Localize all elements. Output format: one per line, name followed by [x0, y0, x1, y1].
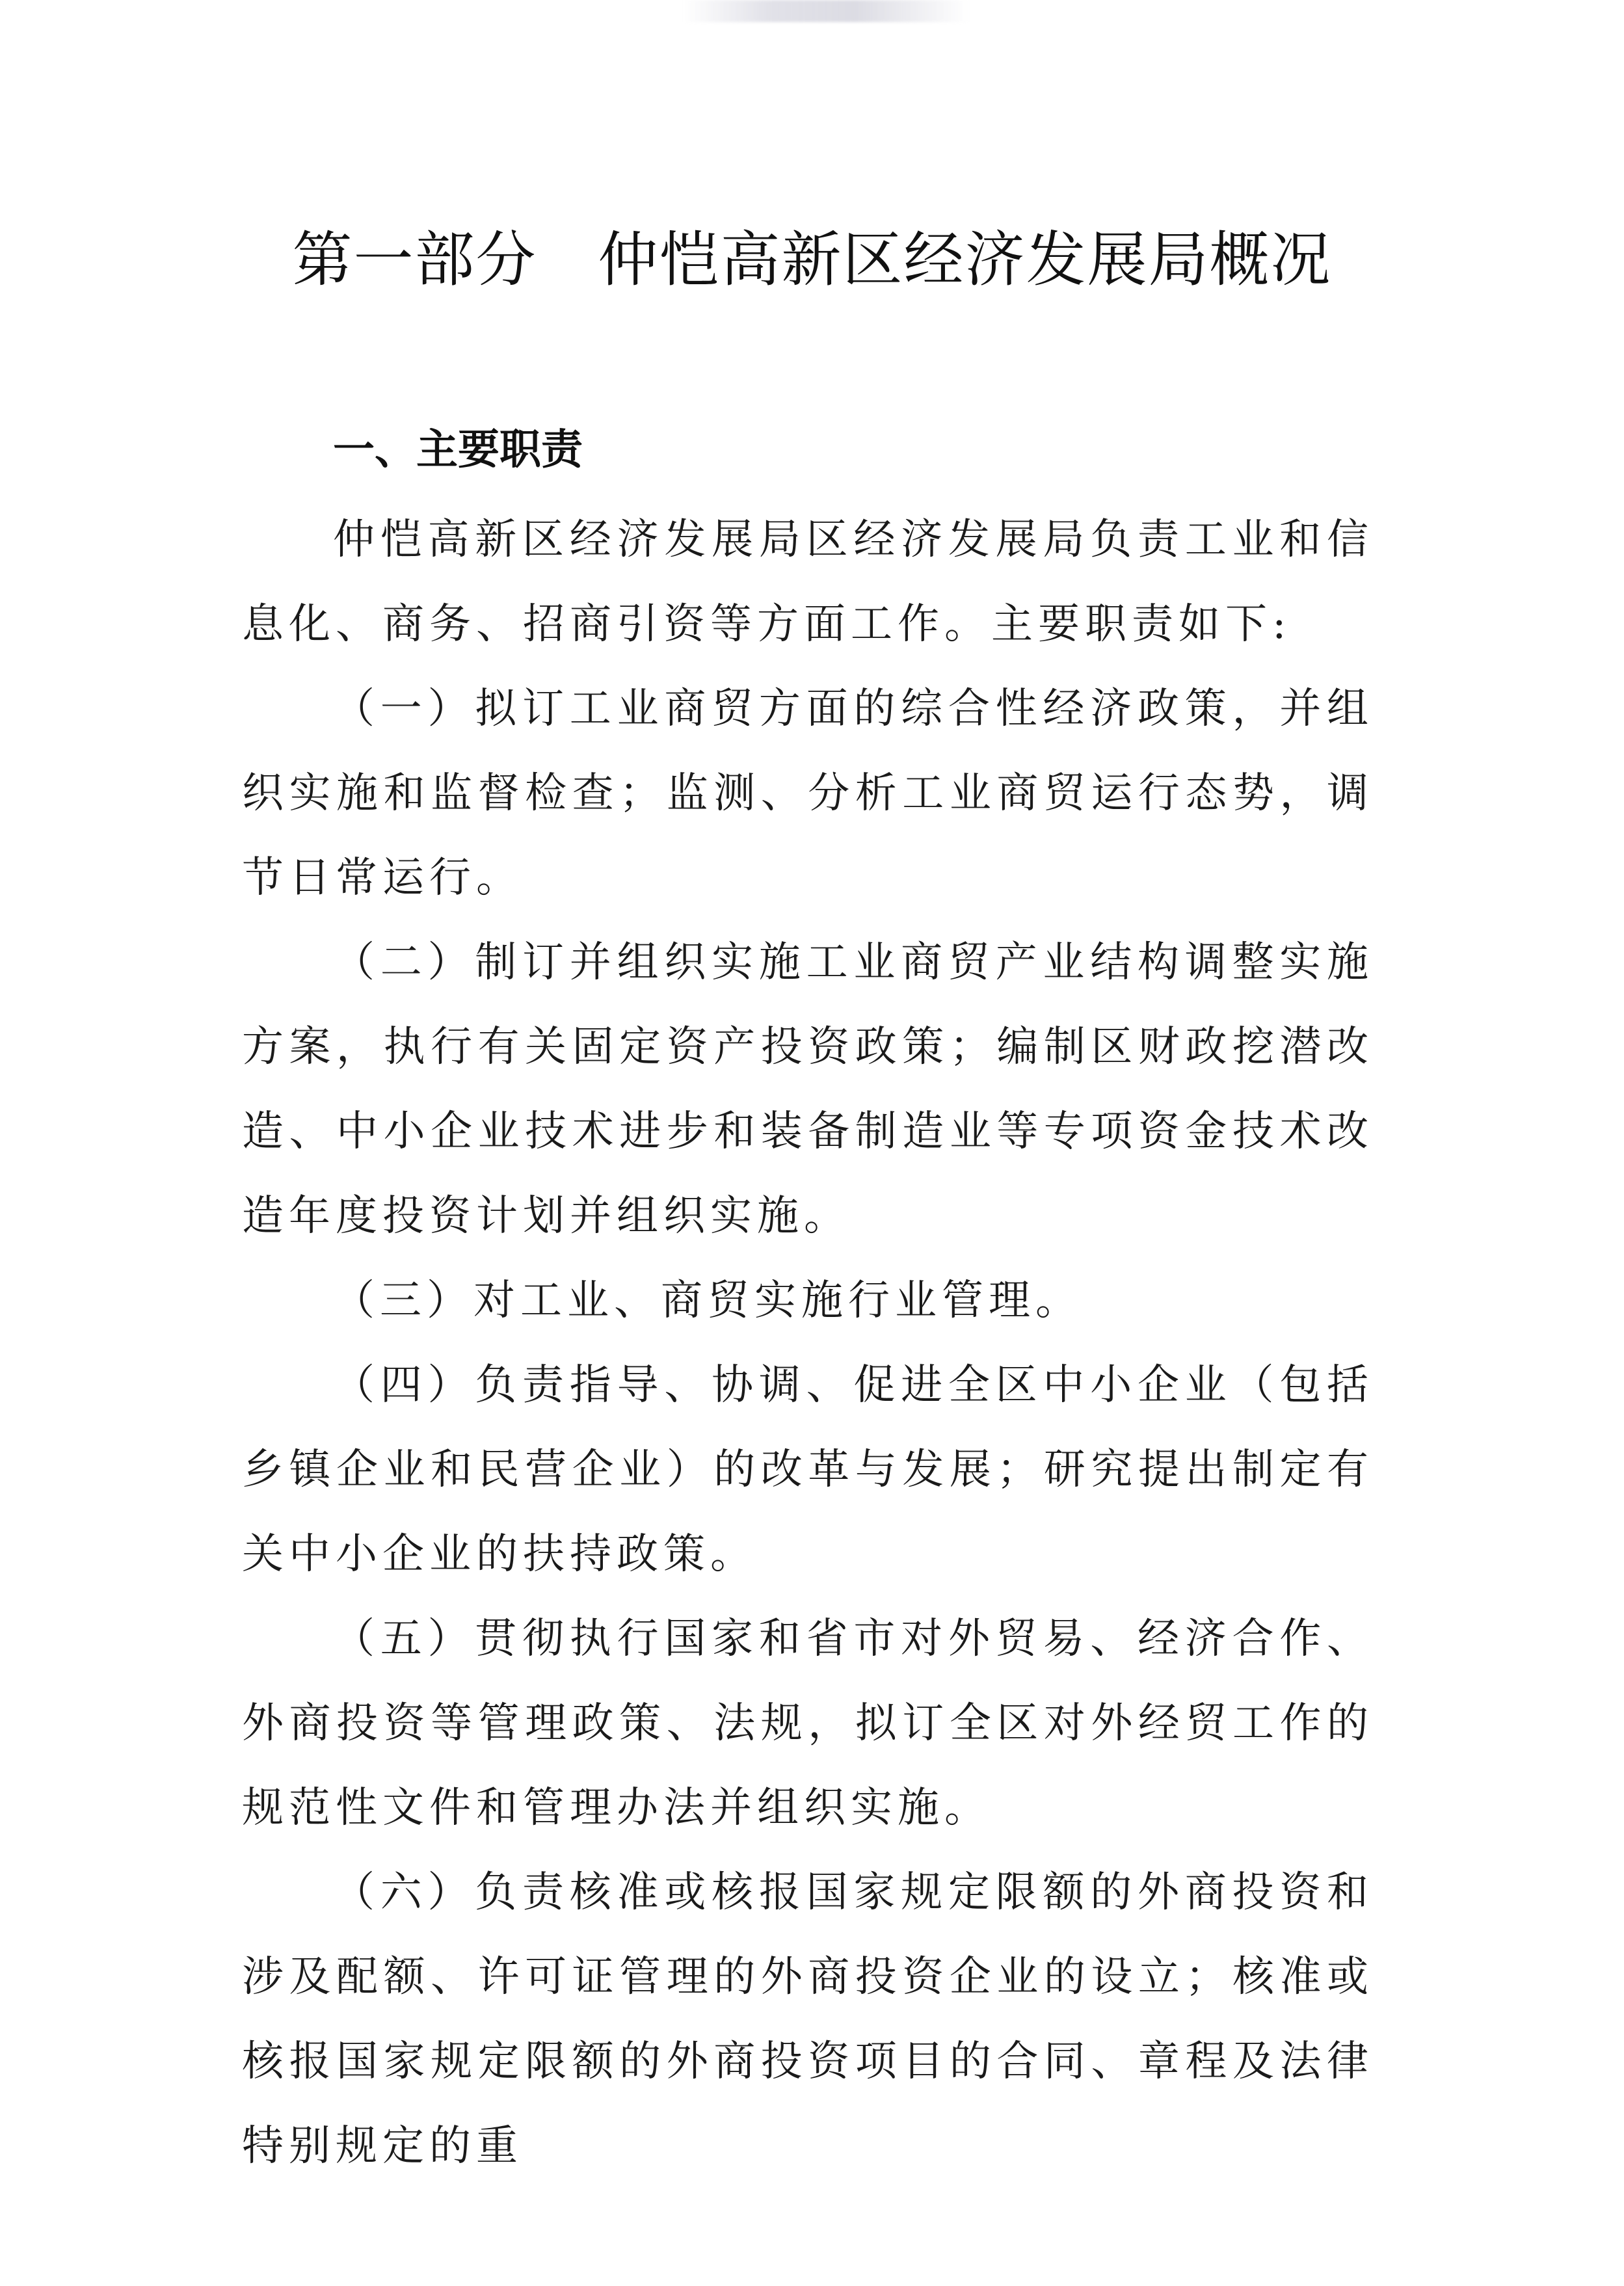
page-title: 第一部分 仲恺高新区经济发展局概况 [292, 225, 1332, 295]
paragraph-item-5: （五）贯彻执行国家和省市对外贸易、经济合作、外商投资等管理政策、法规，拟订全区对外经贸工作的规范性文件和管理办法并组织实施。 [242, 1615, 1374, 1832]
paragraph-item-4: （四）负责指导、协调、促进全区中小企业（包括乡镇企业和民营企业）的改革与发展；研究提出制定有关中小企业的扶持政策。 [242, 1361, 1374, 1578]
paragraph-item-2: （二）制订并组织实施工业商贸产业结构调整实施方案，执行有关固定资产投资政策；编制区财政挖潜改造、中小企业技术进步和装备制造业等专项资金技术改造年度投资计划并组织实施。 [242, 938, 1374, 1240]
section-heading: 一、主要职责 [333, 426, 583, 474]
scan-stamp-mark [683, 0, 969, 22]
paragraph-item-3: （三）对工业、商贸实施行业管理。 [333, 1277, 1082, 1325]
paragraph-intro: 仲恺高新区经济发展局区经济发展局负责工业和信息化、商务、招商引资等方面工作。主要职责如下: [242, 516, 1374, 648]
paragraph-item-6: （六）负责核准或核报国家规定限额的外商投资和涉及配额、许可证管理的外商投资企业的设立；核准或核报国家规定限额的外商投资项目的合同、章程及法律特别规定的重 [242, 1868, 1374, 2170]
body-text [242, 498, 1374, 2188]
paragraph-item-1: （一）拟订工业商贸方面的综合性经济政策，并组织实施和监督检查；监测、分析工业商贸运行态势，调节日常运行。 [242, 685, 1374, 902]
